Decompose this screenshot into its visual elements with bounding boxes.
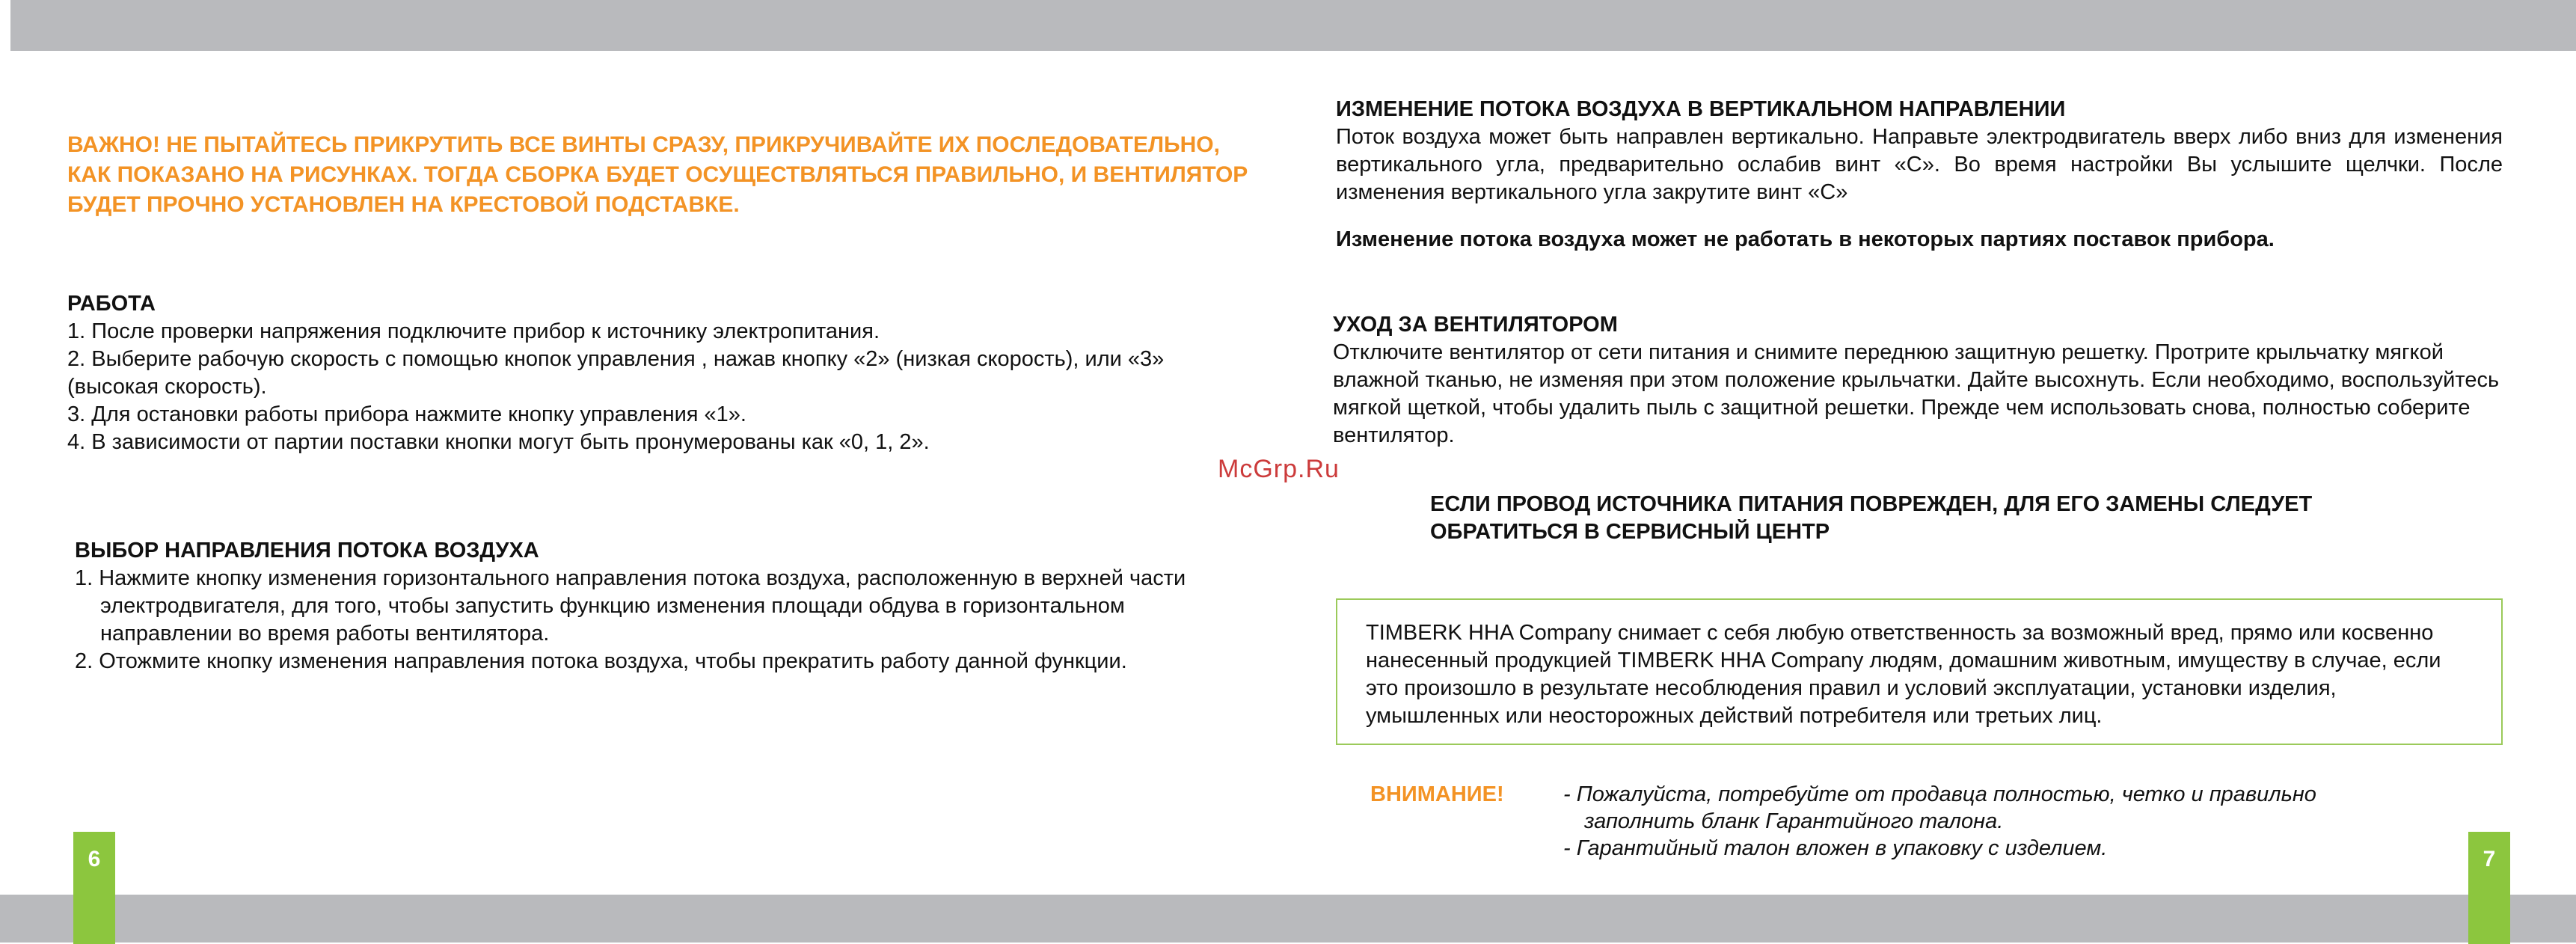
bottom-gray-band bbox=[0, 895, 2576, 943]
airflow-item: 1. Нажмите кнопку изменения горизонтального направления потока воздуха, расположенную в верхней части электродвигателя, для того, чтобы запустить функцию изменения площади обдува в горизонтальном направлении во время работы вентилятора. bbox=[75, 566, 1186, 646]
vertical-airflow-text: Поток воздуха может быть направлен вертикально. Направьте электродвигатель вверх либо вниз для изменения вертикального угла, предварительно ослабив винт «С». Во время настройки Вы услышите щелчки. После изменения вертикального угла закрутите винт «С» bbox=[1336, 125, 2503, 204]
attention-item: - Пожалуйста, потребуйте от продавца полностью, четко и правильно заполнить бланк Гарантийного талона. bbox=[1563, 782, 2316, 833]
operation-item: 3. Для остановки работы прибора нажмите кнопку управления «1». bbox=[67, 402, 746, 426]
operation-section bbox=[67, 290, 1234, 456]
vertical-airflow-section bbox=[1336, 96, 2503, 254]
airflow-title: ВЫБОР НАПРАВЛЕНИЯ ПОТОКА ВОЗДУХА bbox=[75, 539, 539, 563]
operation-item: 2. Выберите рабочую скорость с помощью кнопок управления , нажав кнопку «2» (низкая скорость), или «3» (высокая скорость). bbox=[67, 347, 1165, 399]
vertical-airflow-title: ИЗМЕНЕНИЕ ПОТОКА ВОЗДУХА В ВЕРТИКАЛЬНОМ НАПРАВЛЕНИИ bbox=[1336, 97, 2066, 121]
airflow-item: 2. Отожмите кнопку изменения направления потока воздуха, чтобы прекратить работу данной функции. bbox=[75, 649, 1127, 673]
cord-warning: ЕСЛИ ПРОВОД ИСТОЧНИКА ПИТАНИЯ ПОВРЕЖДЕН, ДЛЯ ЕГО ЗАМЕНЫ СЛЕДУЕТ ОБРАТИТЬСЯ В СЕРВИСНЫЙ ЦЕНТР bbox=[1430, 492, 2313, 544]
operation-title: РАБОТА bbox=[67, 292, 156, 316]
attention-label: ВНИМАНИЕ! bbox=[1370, 782, 1504, 806]
page-number-right: 7 bbox=[2483, 847, 2496, 871]
disclaimer-text: TIMBERK HHA Company снимает с себя любую ответственность за возможный вред, прямо или косвенно нанесенный продукцией TIMBERK HHA Company людям, домашним животным, имуществу в случае, если это произошло в результате несоблюдения правил и условий эксплуатации, установки изделия, умышленных или неосторожных действий потребителя или третьих лиц. bbox=[1366, 621, 2441, 728]
attention-item: - Гарантийный талон вложен в упаковку с изделием. bbox=[1563, 836, 2108, 860]
disclaimer-box bbox=[1336, 598, 2503, 745]
operation-item: 4. В зависимости от партии поставки кнопки могут быть пронумерованы как «0, 1, 2». bbox=[67, 430, 930, 454]
page-number-left: 6 bbox=[88, 847, 101, 871]
top-gray-band bbox=[10, 0, 2576, 51]
cord-warning-section bbox=[1430, 491, 2462, 546]
care-text: Отключите вентилятор от сети питания и снимите переднюю защитную решетку. Протрите крыльчатку мягкой влажной тканью, не изменяя при этом положение крыльчатки. Дайте высохнуть. Если необходимо, воспользуйтесь мягкой щеткой, чтобы удалить пыль с защитной решетки. Прежде чем использовать снова, полностью соберите вентилятор. bbox=[1333, 340, 2500, 447]
care-title: УХОД ЗА ВЕНТИЛЯТОРОМ bbox=[1333, 313, 1618, 337]
attention-list bbox=[1563, 781, 2423, 862]
page-tab-right bbox=[2468, 832, 2510, 944]
airflow-section bbox=[75, 537, 1227, 675]
watermark: McGrp.Ru bbox=[1218, 455, 1340, 483]
airflow-list bbox=[75, 565, 1227, 675]
assembly-warning: ВАЖНО! НЕ ПЫТАЙТЕСЬ ПРИКРУТИТЬ ВСЕ ВИНТЫ СРАЗУ, ПРИКРУЧИВАЙТЕ ИХ ПОСЛЕДОВАТЕЛЬНО, КАК ПОКАЗАНО НА РИСУНКАХ. ТОГДА СБОРКА БУДЕТ ОСУЩЕСТВЛЯТЬСЯ ПРАВИЛЬНО, И ВЕНТИЛЯТОР БУДЕТ ПРОЧНО УСТАНОВЛЕН НА КРЕСТОВОЙ ПОДСТАВКЕ. bbox=[67, 132, 1248, 217]
page-tab-left bbox=[73, 832, 115, 944]
care-section bbox=[1333, 311, 2510, 450]
operation-list bbox=[67, 318, 1234, 456]
vertical-airflow-note: Изменение потока воздуха может не работать в некоторых партиях поставок прибора. bbox=[1336, 227, 2275, 251]
operation-item: 1. После проверки напряжения подключите прибор к источнику электропитания. bbox=[67, 319, 880, 343]
